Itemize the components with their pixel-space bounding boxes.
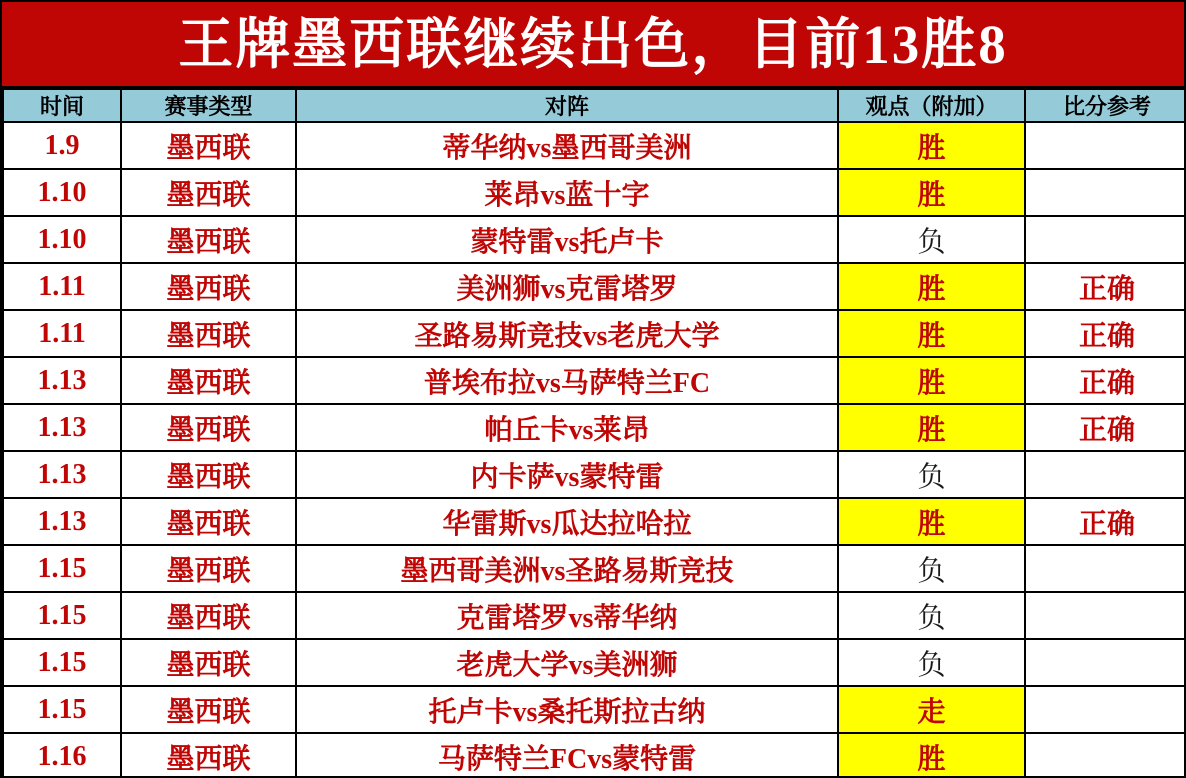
league-cell: 墨西联: [121, 310, 296, 357]
score-ref-cell: [1025, 451, 1186, 498]
league-cell: 墨西联: [121, 545, 296, 592]
score-ref-cell: 正确: [1025, 404, 1186, 451]
league-cell: 墨西联: [121, 686, 296, 733]
score-ref-cell: [1025, 733, 1186, 778]
column-header-time: 时间: [3, 89, 121, 122]
table-row: [3, 122, 1186, 169]
table-row: [3, 310, 1186, 357]
date-cell: 1.10: [3, 169, 121, 216]
matchup-cell: 圣路易斯竞技vs老虎大学: [296, 310, 838, 357]
table-row: [3, 733, 1186, 778]
title-banner: [2, 2, 1184, 88]
column-header-matchup: 对阵: [296, 89, 838, 122]
matchup-cell: 美洲狮vs克雷塔罗: [296, 263, 838, 310]
matchup-cell: 墨西哥美洲vs圣路易斯竞技: [296, 545, 838, 592]
score-ref-cell: [1025, 169, 1186, 216]
date-cell: 1.16: [3, 733, 121, 778]
date-cell: 1.13: [3, 498, 121, 545]
opinion-cell: 胜: [838, 310, 1025, 357]
date-cell: 1.15: [3, 686, 121, 733]
matchup-cell: 普埃布拉vs马萨特兰FC: [296, 357, 838, 404]
league-cell: 墨西联: [121, 733, 296, 778]
score-ref-cell: 正确: [1025, 357, 1186, 404]
table-row: [3, 216, 1186, 263]
league-cell: 墨西联: [121, 592, 296, 639]
table-row: [3, 686, 1186, 733]
score-ref-cell: 正确: [1025, 310, 1186, 357]
opinion-cell: 负: [838, 451, 1025, 498]
matchup-cell: 内卡萨vs蒙特雷: [296, 451, 838, 498]
opinion-cell: 负: [838, 545, 1025, 592]
opinion-cell: 负: [838, 639, 1025, 686]
table-row: [3, 451, 1186, 498]
date-cell: 1.9: [3, 122, 121, 169]
matchup-cell: 蒙特雷vs托卢卡: [296, 216, 838, 263]
league-cell: 墨西联: [121, 639, 296, 686]
opinion-cell: 胜: [838, 122, 1025, 169]
opinion-cell: 胜: [838, 733, 1025, 778]
score-ref-cell: 正确: [1025, 263, 1186, 310]
date-cell: 1.13: [3, 404, 121, 451]
column-header-opinion: 观点（附加）: [838, 89, 1025, 122]
league-cell: 墨西联: [121, 357, 296, 404]
table-row: [3, 639, 1186, 686]
opinion-cell: 胜: [838, 498, 1025, 545]
opinion-cell: 胜: [838, 263, 1025, 310]
table-row: [3, 498, 1186, 545]
matchup-cell: 莱昂vs蓝十字: [296, 169, 838, 216]
table-row: [3, 169, 1186, 216]
date-cell: 1.13: [3, 357, 121, 404]
league-cell: 墨西联: [121, 216, 296, 263]
score-ref-cell: [1025, 122, 1186, 169]
match-record-table: [2, 88, 1186, 778]
score-ref-cell: [1025, 592, 1186, 639]
league-cell: 墨西联: [121, 404, 296, 451]
column-header-league: 赛事类型: [121, 89, 296, 122]
table-row: [3, 357, 1186, 404]
score-ref-cell: [1025, 686, 1186, 733]
date-cell: 1.15: [3, 545, 121, 592]
date-cell: 1.11: [3, 310, 121, 357]
league-cell: 墨西联: [121, 498, 296, 545]
opinion-cell: 负: [838, 592, 1025, 639]
score-ref-cell: [1025, 639, 1186, 686]
score-ref-cell: [1025, 216, 1186, 263]
league-cell: 墨西联: [121, 263, 296, 310]
table-row: [3, 263, 1186, 310]
table-row: [3, 592, 1186, 639]
opinion-cell: 负: [838, 216, 1025, 263]
score-ref-cell: 正确: [1025, 498, 1186, 545]
opinion-cell: 胜: [838, 404, 1025, 451]
league-cell: 墨西联: [121, 451, 296, 498]
table-header-row: [3, 89, 1186, 122]
date-cell: 1.15: [3, 639, 121, 686]
league-cell: 墨西联: [121, 169, 296, 216]
column-header-score-ref: 比分参考: [1025, 89, 1186, 122]
matchup-cell: 蒂华纳vs墨西哥美洲: [296, 122, 838, 169]
opinion-cell: 走: [838, 686, 1025, 733]
matchup-cell: 帕丘卡vs莱昂: [296, 404, 838, 451]
opinion-cell: 胜: [838, 357, 1025, 404]
matchup-cell: 华雷斯vs瓜达拉哈拉: [296, 498, 838, 545]
opinion-cell: 胜: [838, 169, 1025, 216]
table-row: [3, 404, 1186, 451]
date-cell: 1.15: [3, 592, 121, 639]
matchup-cell: 克雷塔罗vs蒂华纳: [296, 592, 838, 639]
table-row: [3, 545, 1186, 592]
matchup-cell: 马萨特兰FCvs蒙特雷: [296, 733, 838, 778]
date-cell: 1.11: [3, 263, 121, 310]
matches-body: [3, 122, 1186, 778]
page-title: 王牌墨西联继续出色，目前13胜8: [178, 13, 1008, 75]
date-cell: 1.10: [3, 216, 121, 263]
date-cell: 1.13: [3, 451, 121, 498]
score-ref-cell: [1025, 545, 1186, 592]
league-cell: 墨西联: [121, 122, 296, 169]
matchup-cell: 托卢卡vs桑托斯拉古纳: [296, 686, 838, 733]
matchup-cell: 老虎大学vs美洲狮: [296, 639, 838, 686]
